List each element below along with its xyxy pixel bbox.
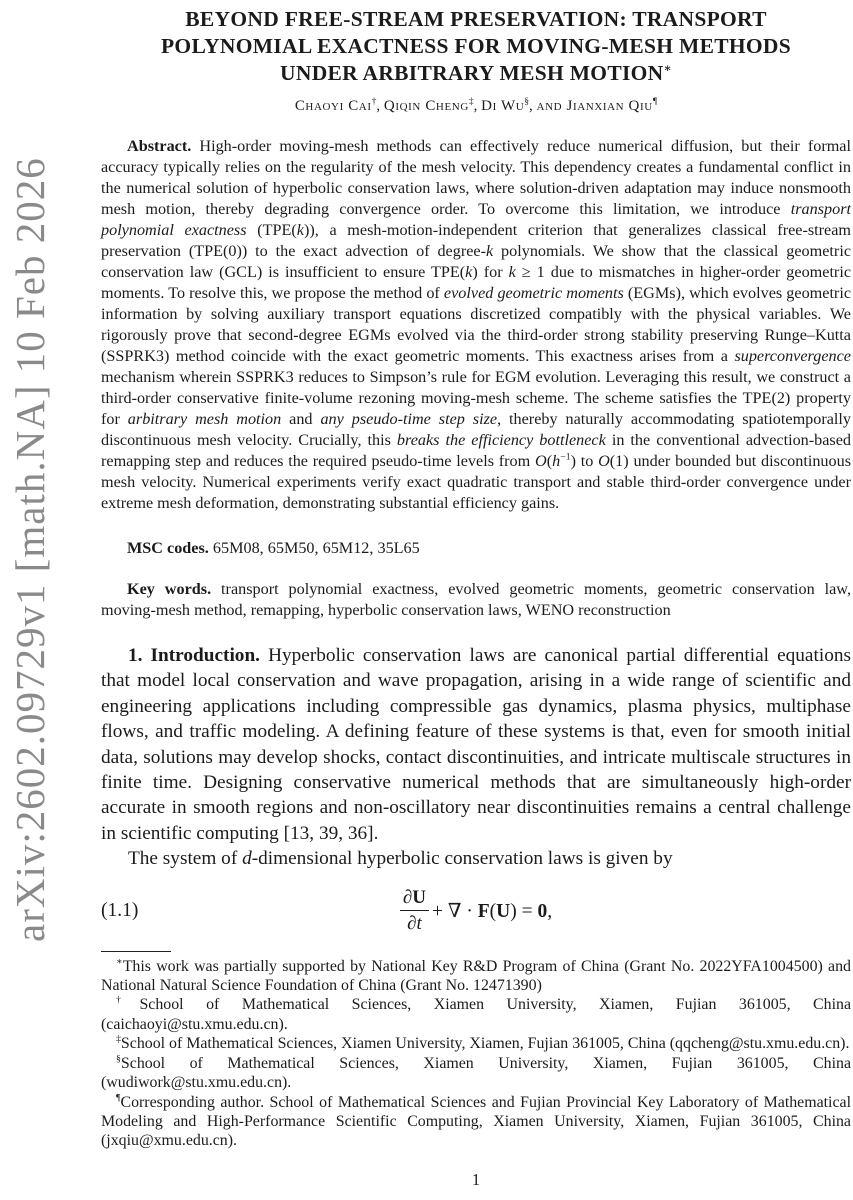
footnote-author-3 — [101, 1054, 851, 1093]
abstract-paragraph: Abstract. High-order moving-mesh methods can effectively reduce numerical diffusion, but their formal accuracy typically relies on the regularity of the mesh velocity. This dependency creates a fundamental conflict in the numerical solution of hyperbolic conservation laws, where solution-driven adaptation may induce nonsmooth mesh motion, thereby degrading convergence order. To overcome this limitation, we introduce transport polynomial exactness (TPE(k)), a mesh-motion-independent criterion that generalizes classical free-stream preservation (TPE(0)) to the exact advection of degree-k polynomials. We show that the classical geometric conservation law (GCL) is insufficient to ensure TPE(k) for k ≥ 1 due to mismatches in higher-order geometric moments. To resolve this, we propose the method of evolved geometric moments (EGMs), which evolves geometric information by solving auxiliary transport equations discretized compatibly with the physical variables. We rigorously prove that second-degree EGMs evolved via the third-order strong stability preserving Runge–Kutta (SSPRK3) method coincide with the exact geometric moments. This exactness arises from a superconvergence mechanism wherein SSPRK3 reduces to Simpson’s rule for EGM evolution. Leveraging this result, we construct a third-order conservative finite-volume rezoning moving-mesh scheme. The scheme satisfies the TPE(2) property for arbitrary mesh motion and any pseudo-time step size, thereby naturally accommodating spatiotemporally discontinuous mesh velocity. Crucially, this breaks the efficiency bottleneck in the conventional advection-based remapping step and reduces the required pseudo-time levels from $O(h^{-1})$ to O(1) under bounded but discontinuous mesh velocity. Numerical experiments verify exact quadratic transport and stable third-order convergence under extreme mesh deformation, demonstrating substantial efficiency gains. — [101, 137, 852, 512]
author-footnote-mark: § — [524, 96, 530, 107]
author-name: Chaoyi Cai — [294, 98, 372, 114]
equation-rest: + ∇ · F(U) = 0, — [432, 900, 553, 922]
footnote-mark: ¶ — [116, 1092, 121, 1104]
author-separator: , — [473, 98, 482, 114]
author-name: Qiqin Cheng — [383, 98, 469, 114]
fraction-denominator: ∂t — [407, 913, 422, 935]
footnote-mark: § — [116, 1053, 121, 1065]
equation-body — [400, 886, 552, 935]
msc-codes-line: MSC codes. 65M08, 65M50, 65M12, 35L65 — [127, 539, 420, 557]
footnotes-section — [101, 957, 851, 1151]
author-item — [537, 98, 658, 114]
author-item — [384, 98, 481, 114]
footnote-text: School of Mathematical Sciences, Xiamen University, Xiamen, Fujian 361005, China (caichaoyi@stu.xmu.edu.cn). — [101, 996, 852, 1033]
footnote-funding — [101, 957, 851, 996]
footnote-text: Corresponding author. School of Mathematical Sciences and Fujian Provincial Key Laboratory of Mathematical Modeling and High-Performance Scientific Computing, Xiamen University, Xiamen, Fujian 361005, China (jxqiu@xmu.edu.cn). — [101, 1093, 851, 1150]
author-item — [295, 98, 384, 114]
equation-label: (1.1) — [101, 899, 139, 921]
footnote-rule — [101, 951, 171, 952]
footnote-mark: † — [116, 995, 140, 1007]
title-line-1: BEYOND FREE-STREAM PRESERVATION: TRANSPORT — [185, 7, 767, 31]
footnote-mark: ∗ — [116, 956, 123, 968]
footnote-author-1 — [101, 995, 851, 1034]
footnote-mark: ‡ — [116, 1033, 121, 1045]
equation-fraction — [400, 886, 429, 935]
introduction-paragraph: 1. Introduction. Hyperbolic conservation laws are canonical partial differential equations that model local conservation and wave propagation, arising in a wide range of scientific and engineering applications including compressible gas dynamics, plasma physics, multiphase flows, and traffic modeling. A defining feature of these systems is that, even for smooth initial data, solutions may develop shocks, contact discontinuities, and intricate multiscale structures in finite time. Designing conservative numerical methods that are simultaneously high-order accurate in smooth regions and non-oscillatory near discontinuities remains a central challenge in scientific computing [13, 39, 36]. — [101, 645, 851, 844]
author-name: Di Wu — [481, 98, 525, 114]
title-line-2: POLYNOMIAL EXACTNESS FOR MOVING-MESH METHODS — [160, 34, 791, 58]
page-number: 1 — [471, 1170, 481, 1189]
author-separator: , — [376, 98, 384, 114]
author-footnote-mark: ‡ — [468, 96, 474, 107]
equation-1-1 — [101, 884, 851, 938]
author-item — [481, 98, 536, 114]
arxiv-watermark: arXiv:2602.09729v1 [math.NA] 10 Feb 2026 — [7, 157, 53, 943]
key-words-line: Key words. transport polynomial exactness, evolved geometric moments, geometric conservation law, moving-mesh method, remapping, hyperbolic conservation laws, WENO reconstruction — [101, 580, 851, 619]
footnote-text: This work was partially supported by National Key R&D Program of China (Grant No. 2022YFA1004500) and National Natural Science Foundation of China (Grant No. 12471390) — [101, 957, 851, 995]
footnote-text: School of Mathematical Sciences, Xiamen University, Xiamen, Fujian 361005, China (qqcheng@stu.xmu.edu.cn). — [120, 1035, 850, 1053]
paper-title — [101, 6, 851, 87]
footnote-author-2 — [101, 1034, 851, 1053]
footnote-text: School of Mathematical Sciences, Xiamen University, Xiamen, Fujian 361005, China (wudiwork@stu.xmu.edu.cn). — [101, 1054, 851, 1092]
author-footnote-mark: † — [371, 96, 377, 107]
footnote-corresponding-author — [101, 1093, 851, 1151]
equation-lead-in-paragraph: The system of d-dimensional hyperbolic conservation laws is given by — [128, 848, 673, 870]
title-footnote-mark: ∗ — [663, 60, 672, 75]
author-separator: , — [529, 98, 537, 114]
authors-line — [101, 98, 851, 115]
paper-content — [101, 0, 851, 1200]
fraction-numerator: ∂U — [400, 886, 429, 911]
author-footnote-mark: ¶ — [652, 96, 658, 107]
author-name: and Jianxian Qiu — [536, 98, 653, 114]
title-line-3: UNDER ARBITRARY MESH MOTION — [280, 61, 664, 85]
